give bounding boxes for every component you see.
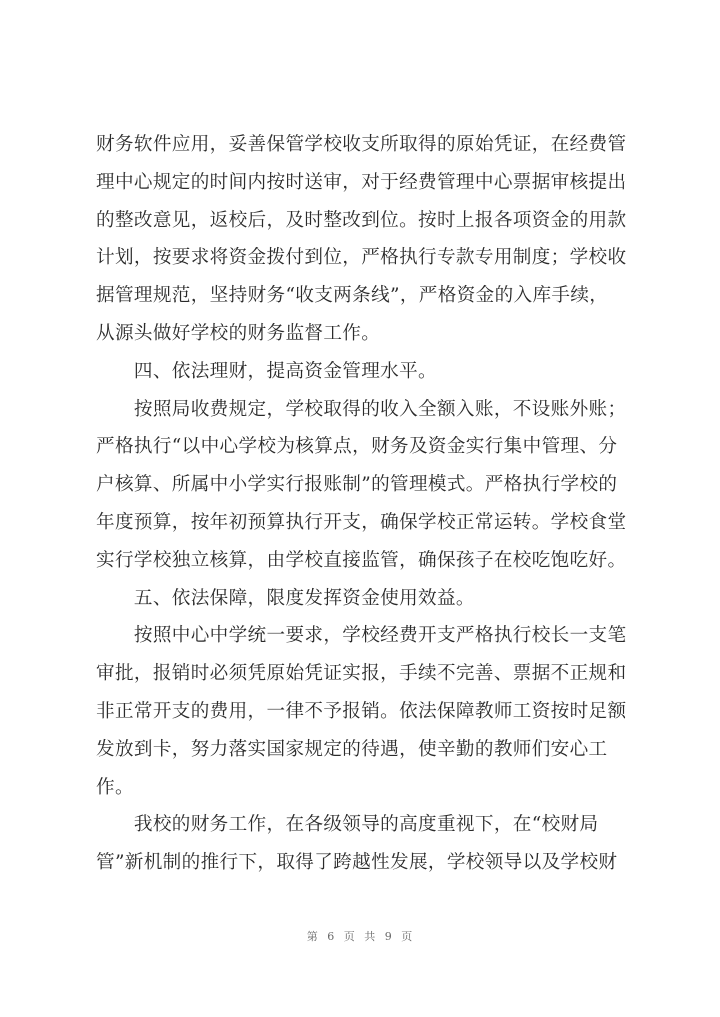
- page-number-footer: 第 6 页 共 9 页: [306, 930, 414, 943]
- text-line: 理中心规定的时间内按时送审，对于经费管理中心票据审核提出: [96, 171, 627, 193]
- text-line: 按照中心中学统一要求，学校经费开支严格执行校长一支笔: [96, 625, 627, 647]
- text-line: 的整改意见，返校后，及时整改到位。按时上报各项资金的用款: [96, 209, 627, 231]
- text-line: 年度预算，按年初预算执行开支，确保学校正常运转。学校食堂: [96, 511, 627, 533]
- text-line: 作。: [96, 776, 134, 798]
- text-line: 非正常开支的费用，一律不予报销。依法保障教师工资按时足额: [96, 700, 627, 722]
- document-body: [96, 126, 666, 882]
- text-line: 严格执行“以中心学校为核算点，财务及资金实行集中管理、分: [96, 436, 618, 458]
- text-line: 发放到卡，努力落实国家规定的待遇，使辛勤的教师们安心工: [96, 738, 608, 760]
- text-line: 我校的财务工作，在各级领导的高度重视下，在“校财局: [96, 814, 599, 836]
- section-heading: 五、依法保障，限度发挥资金使用效益。: [96, 587, 475, 609]
- text-line: 户核算、所属中小学实行报账制”的管理模式。严格执行学校的: [96, 474, 618, 496]
- text-line: 审批，报销时必须凭原始凭证实报，手续不完善、票据不正规和: [96, 663, 627, 685]
- text-line: 实行学校独立核算，由学校直接监管，确保孩子在校吃饱吃好。: [96, 549, 627, 571]
- text-line: 计划，按要求将资金拨付到位，严格执行专款专用制度；学校收: [96, 247, 627, 269]
- text-line: 从源头做好学校的财务监督工作。: [96, 322, 381, 344]
- text-line: 按照局收费规定，学校取得的收入全额入账，不设账外账；: [96, 398, 627, 420]
- section-heading: 四、依法理财，提高资金管理水平。: [96, 360, 437, 382]
- text-line: 财务软件应用，妥善保管学校收支所取得的原始凭证，在经费管: [96, 134, 627, 155]
- text-line: 管”新机制的推行下，取得了跨越性发展，学校领导以及学校财: [96, 852, 618, 874]
- text-line: 据管理规范，坚持财务“收支两条线”，严格资金的入库手续，: [96, 285, 609, 307]
